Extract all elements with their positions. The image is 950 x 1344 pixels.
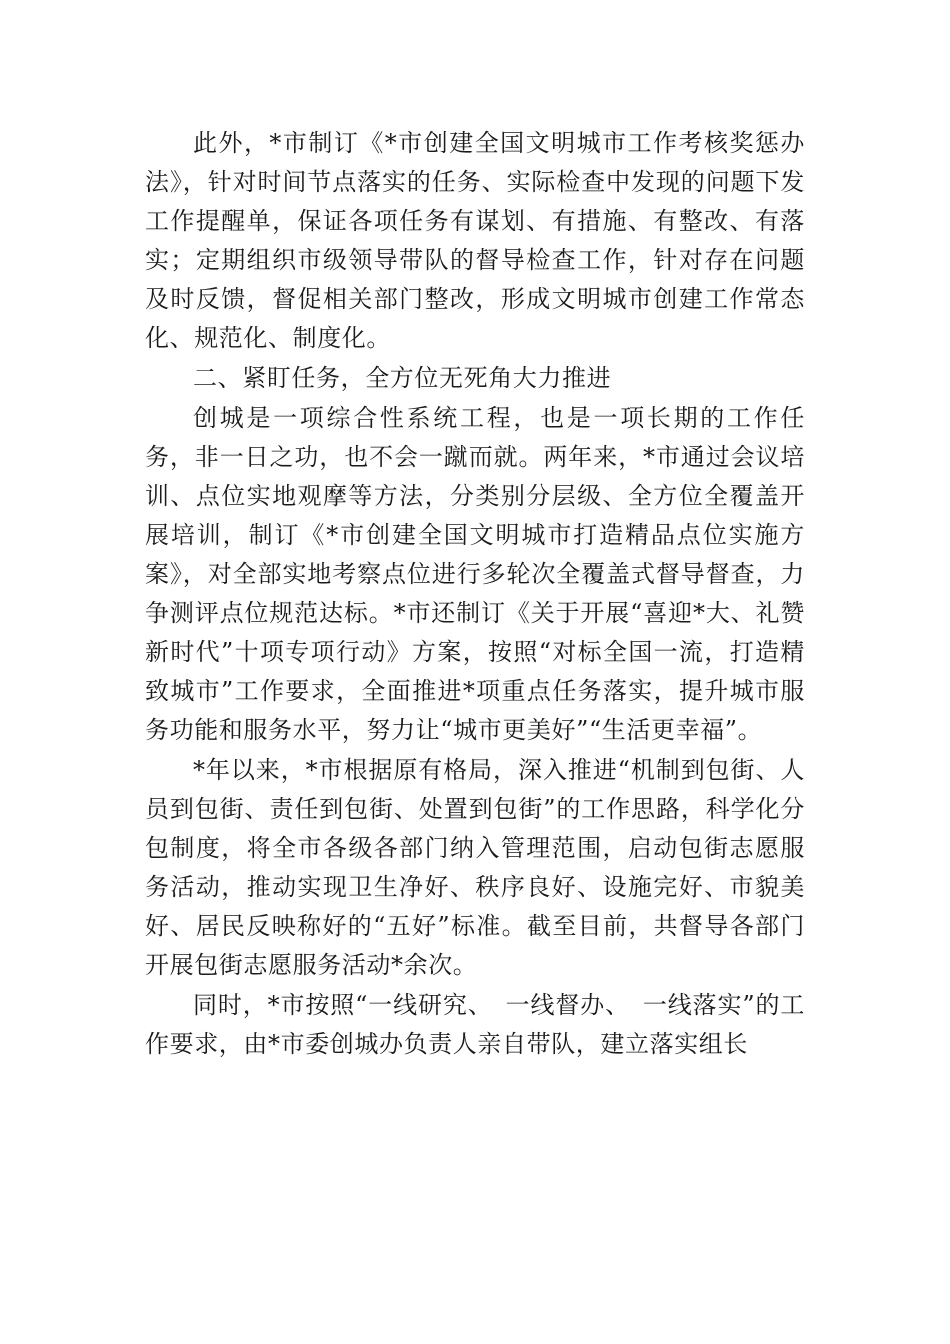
section-heading-2: 二、紧盯任务，全方位无死角大力推进 (193, 364, 612, 392)
paragraph-assessment-measures: 此外，*市制订《*市创建全国文明城市工作考核奖惩办法》，针对时间节点落实的任务、实际检查中发现的问题下发工作提醒单，保证各项任务有谋划、有措施、有整改、有落实；定期组织市级领导带队的督导检查工作，针对存在问题及时反馈，督促相关部门整改，形成文明城市创建工作常态化、规范化、制度化。 (145, 129, 805, 352)
document-body (145, 124, 805, 1065)
paragraph-creation-project: 创城是一项综合性系统工程，也是一项长期的工作任务，非一日之功，也不会一蹴而就。两年来，*市通过会议培训、点位实地观摩等方法，分类别分层级、全方位全覆盖开展培训，制订《*市创建全国文明城市打造精品点位实施方案》，对全部实地考察点位进行多轮次全覆盖式督导督查，力争测评点位规范达标。*市还制订《关于开展“喜迎*大、礼赞新时代”十项专项行动》方案，按照“对标全国一流，打造精致城市”工作要求，全面推进*项重点任务落实，提升城市服务功能和服务水平，努力让“城市更美好”“生活更幸福”。 (145, 404, 805, 744)
paragraph-street-package: *年以来，*市根据原有格局，深入推进“机制到包街、人员到包街、责任到包街、处置到包街”的工作思路，科学化分包制度，将全市各级各部门纳入管理范围，启动包街志愿服务活动，推动实现卫生净好、秩序良好、设施完好、市貌美好、居民反映称好的“五好”标准。截至目前，共督导各部门开展包街志愿服务活动*余次。 (145, 756, 805, 979)
paragraph-frontline-work: 同时，*市按照“一线研究、 一线督办、 一线落实”的工作要求，由*市委创城办负责人亲自带队，建立落实组长 (145, 991, 805, 1058)
